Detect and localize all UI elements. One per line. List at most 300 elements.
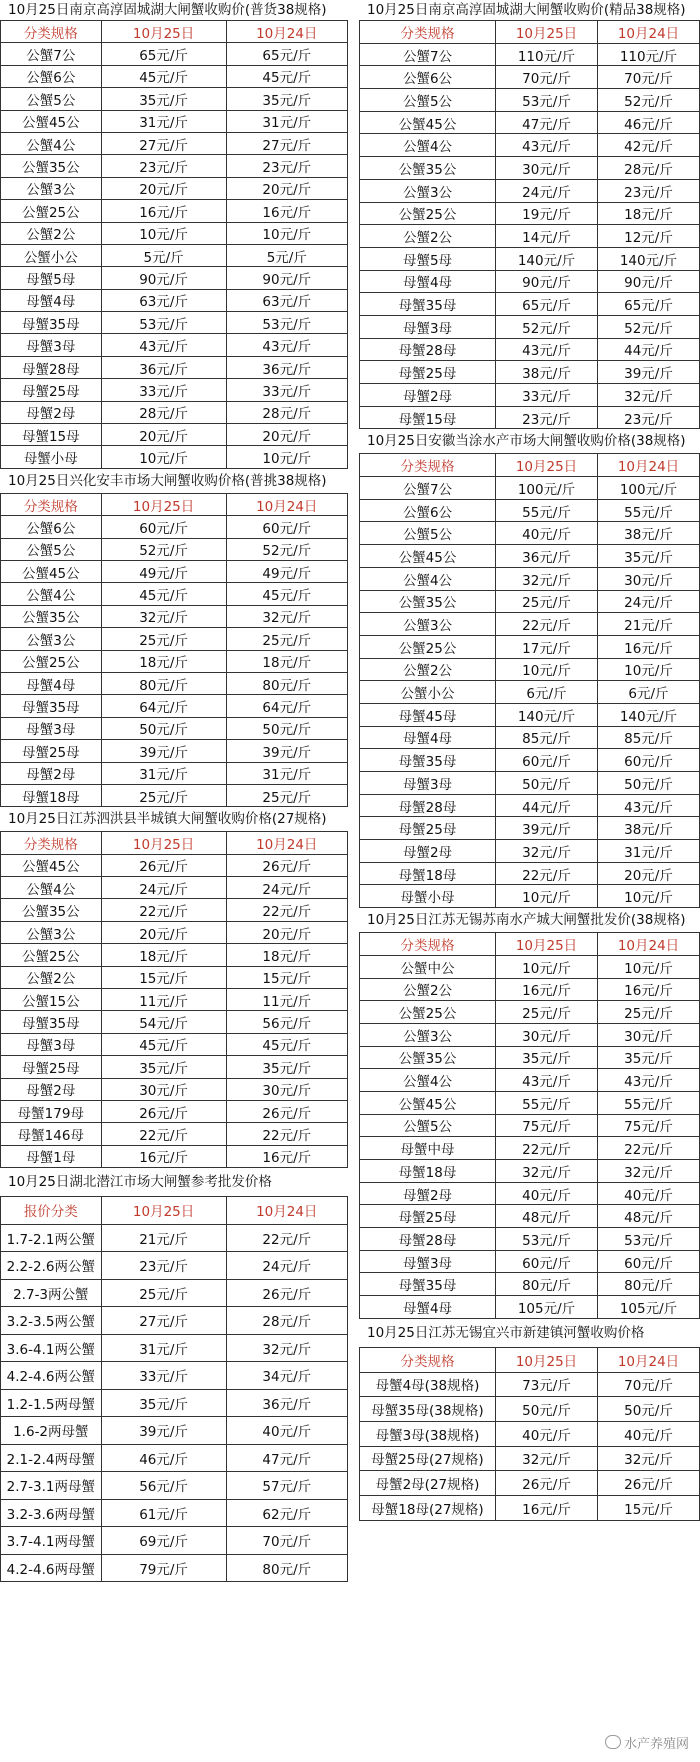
table-row bbox=[1, 516, 348, 538]
price-oct24-cell: 20元/斤 bbox=[598, 862, 700, 885]
price-oct25-cell: 25元/斤 bbox=[101, 1279, 226, 1307]
price-oct25-cell: 23元/斤 bbox=[101, 1252, 226, 1280]
price-oct24-cell: 26元/斤 bbox=[226, 1279, 347, 1307]
table-row bbox=[1, 43, 348, 65]
table-row bbox=[1, 424, 348, 446]
spec-cell: 母蟹2母 bbox=[1, 1078, 102, 1100]
table-row bbox=[1, 966, 348, 988]
price-oct25-cell: 100元/斤 bbox=[496, 477, 598, 500]
price-oct24-cell: 45元/斤 bbox=[226, 65, 347, 87]
spec-cell: 母蟹3母 bbox=[360, 315, 496, 338]
spec-cell: 母蟹小母 bbox=[360, 885, 496, 908]
price-block bbox=[359, 908, 700, 1319]
price-block bbox=[0, 807, 348, 1168]
table-row bbox=[360, 202, 700, 225]
price-oct24-cell: 26元/斤 bbox=[226, 1100, 347, 1122]
price-oct25-cell: 45元/斤 bbox=[101, 1033, 226, 1055]
price-oct24-cell: 36元/斤 bbox=[226, 356, 347, 378]
column-header: 10月25日 bbox=[496, 933, 598, 956]
header-row bbox=[1, 832, 348, 854]
spec-cell: 母蟹35母 bbox=[1, 1011, 102, 1033]
price-oct24-cell: 15元/斤 bbox=[598, 1495, 700, 1520]
price-oct24-cell: 45元/斤 bbox=[226, 583, 347, 605]
table-row bbox=[1, 446, 348, 468]
table-row bbox=[360, 1160, 700, 1183]
price-oct24-cell: 35元/斤 bbox=[598, 545, 700, 568]
price-oct24-cell: 38元/斤 bbox=[598, 817, 700, 840]
price-oct25-cell: 22元/斤 bbox=[496, 1137, 598, 1160]
spec-cell: 公蟹45公 bbox=[360, 1091, 496, 1114]
table-row bbox=[360, 406, 700, 429]
price-oct25-cell: 35元/斤 bbox=[496, 1046, 598, 1069]
spec-cell: 母蟹4母 bbox=[1, 672, 102, 694]
header-row bbox=[1, 493, 348, 515]
price-oct24-cell: 28元/斤 bbox=[226, 401, 347, 423]
spec-cell: 公蟹4公 bbox=[360, 134, 496, 157]
price-oct24-cell: 32元/斤 bbox=[598, 1446, 700, 1471]
price-oct24-cell: 31元/斤 bbox=[226, 762, 347, 784]
spec-cell: 公蟹3公 bbox=[360, 613, 496, 636]
table-row bbox=[360, 293, 700, 316]
spec-cell: 3.6-4.1两公蟹 bbox=[1, 1334, 102, 1362]
header-row bbox=[360, 21, 700, 44]
spec-cell: 母蟹25母 bbox=[1, 1056, 102, 1078]
price-oct25-cell: 50元/斤 bbox=[496, 772, 598, 795]
table-row bbox=[360, 361, 700, 384]
table-row bbox=[1, 132, 348, 154]
table-row bbox=[360, 1296, 700, 1319]
price-oct25-cell: 30元/斤 bbox=[496, 1023, 598, 1046]
table-row bbox=[360, 726, 700, 749]
price-oct25-cell: 30元/斤 bbox=[101, 1078, 226, 1100]
price-oct24-cell: 70元/斤 bbox=[598, 1372, 700, 1397]
price-oct25-cell: 69元/斤 bbox=[101, 1527, 226, 1555]
column-header: 10月25日 bbox=[101, 21, 226, 43]
price-oct24-cell: 11元/斤 bbox=[226, 989, 347, 1011]
price-oct25-cell: 63元/斤 bbox=[101, 289, 226, 311]
spec-cell: 3.2-3.6两母蟹 bbox=[1, 1499, 102, 1527]
table-row bbox=[1, 899, 348, 921]
table-row bbox=[360, 1182, 700, 1205]
table-row bbox=[1, 1307, 348, 1335]
price-oct24-cell: 52元/斤 bbox=[598, 89, 700, 112]
price-oct24-cell: 21元/斤 bbox=[598, 613, 700, 636]
price-oct25-cell: 31元/斤 bbox=[101, 1334, 226, 1362]
price-oct25-cell: 22元/斤 bbox=[496, 862, 598, 885]
spec-cell: 母蟹35母 bbox=[360, 1273, 496, 1296]
price-oct25-cell: 38元/斤 bbox=[496, 361, 598, 384]
price-oct25-cell: 16元/斤 bbox=[101, 200, 226, 222]
price-oct24-cell: 56元/斤 bbox=[226, 1011, 347, 1033]
price-oct25-cell: 50元/斤 bbox=[496, 1397, 598, 1422]
table-row bbox=[360, 840, 700, 863]
price-oct24-cell: 40元/斤 bbox=[598, 1182, 700, 1205]
price-oct24-cell: 30元/斤 bbox=[598, 567, 700, 590]
table-row bbox=[360, 749, 700, 772]
price-oct24-cell: 16元/斤 bbox=[598, 635, 700, 658]
table-row bbox=[360, 613, 700, 636]
price-oct25-cell: 21元/斤 bbox=[101, 1224, 226, 1252]
price-oct25-cell: 10元/斤 bbox=[496, 658, 598, 681]
price-oct24-cell: 40元/斤 bbox=[226, 1417, 347, 1445]
table-row bbox=[360, 1273, 700, 1296]
column-header: 10月24日 bbox=[226, 493, 347, 515]
spec-cell: 公蟹5公 bbox=[360, 1114, 496, 1137]
spec-cell: 母蟹146母 bbox=[1, 1123, 102, 1145]
price-oct24-cell: 32元/斤 bbox=[226, 1334, 347, 1362]
spec-cell: 母蟹35母 bbox=[360, 749, 496, 772]
table-row bbox=[360, 1228, 700, 1251]
table-row bbox=[360, 1421, 700, 1446]
price-oct24-cell: 24元/斤 bbox=[226, 1252, 347, 1280]
spec-cell: 母蟹35母 bbox=[360, 293, 496, 316]
table-row bbox=[360, 499, 700, 522]
table-row bbox=[1, 583, 348, 605]
price-oct25-cell: 105元/斤 bbox=[496, 1296, 598, 1319]
price-oct24-cell: 110元/斤 bbox=[598, 43, 700, 66]
table-row bbox=[360, 43, 700, 66]
table-row bbox=[360, 885, 700, 908]
price-oct25-cell: 64元/斤 bbox=[101, 695, 226, 717]
price-oct24-cell: 18元/斤 bbox=[226, 944, 347, 966]
spec-cell: 母蟹5母 bbox=[360, 247, 496, 270]
column-header: 分类规格 bbox=[1, 493, 102, 515]
table-row bbox=[1, 538, 348, 560]
table-row bbox=[1, 740, 348, 762]
price-oct24-cell: 70元/斤 bbox=[226, 1527, 347, 1555]
price-oct25-cell: 65元/斤 bbox=[496, 293, 598, 316]
spec-cell: 公蟹2公 bbox=[360, 978, 496, 1001]
spec-cell: 公蟹25公 bbox=[1, 650, 102, 672]
price-table bbox=[359, 932, 700, 1319]
table-row bbox=[1, 628, 348, 650]
table-row bbox=[360, 134, 700, 157]
spec-cell: 母蟹4母 bbox=[360, 726, 496, 749]
table-row bbox=[1, 944, 348, 966]
price-oct25-cell: 90元/斤 bbox=[496, 270, 598, 293]
price-oct25-cell: 32元/斤 bbox=[496, 1160, 598, 1183]
column-header: 10月25日 bbox=[496, 454, 598, 477]
price-oct25-cell: 11元/斤 bbox=[101, 989, 226, 1011]
price-block bbox=[359, 0, 700, 429]
table-row bbox=[360, 225, 700, 248]
spec-cell: 母蟹28母 bbox=[360, 338, 496, 361]
spec-cell: 公蟹45公 bbox=[1, 110, 102, 132]
spec-cell: 母蟹3母 bbox=[1, 334, 102, 356]
price-oct24-cell: 23元/斤 bbox=[598, 406, 700, 429]
spec-cell: 2.1-2.4两母蟹 bbox=[1, 1444, 102, 1472]
price-oct25-cell: 60元/斤 bbox=[496, 749, 598, 772]
price-oct24-cell: 32元/斤 bbox=[226, 605, 347, 627]
price-block bbox=[359, 429, 700, 908]
price-oct24-cell: 34元/斤 bbox=[226, 1362, 347, 1390]
price-oct24-cell: 31元/斤 bbox=[226, 110, 347, 132]
price-oct25-cell: 20元/斤 bbox=[101, 921, 226, 943]
column-header: 报价分类 bbox=[1, 1197, 102, 1225]
price-oct24-cell: 16元/斤 bbox=[226, 1145, 347, 1167]
price-oct25-cell: 20元/斤 bbox=[101, 424, 226, 446]
spec-cell: 公蟹7公 bbox=[1, 43, 102, 65]
spec-cell: 公蟹4公 bbox=[1, 877, 102, 899]
price-oct25-cell: 80元/斤 bbox=[496, 1273, 598, 1296]
block-title: 10月25日南京高淳固城湖大闸蟹收购价(普货38规格) bbox=[8, 2, 327, 18]
table-row bbox=[360, 1495, 700, 1520]
table-row bbox=[360, 545, 700, 568]
price-oct24-cell: 50元/斤 bbox=[598, 772, 700, 795]
price-oct24-cell: 65元/斤 bbox=[598, 293, 700, 316]
table-row bbox=[1, 1389, 348, 1417]
table-row bbox=[1, 1472, 348, 1500]
table-row bbox=[360, 794, 700, 817]
table-row bbox=[1, 289, 348, 311]
block-title: 10月25日江苏无锡宜兴市新建镇河蟹收购价格 bbox=[367, 1324, 645, 1341]
table-row bbox=[360, 384, 700, 407]
table-row bbox=[1, 1078, 348, 1100]
price-oct25-cell: 56元/斤 bbox=[101, 1472, 226, 1500]
price-oct24-cell: 49元/斤 bbox=[226, 560, 347, 582]
price-oct24-cell: 60元/斤 bbox=[598, 749, 700, 772]
price-oct24-cell: 55元/斤 bbox=[598, 499, 700, 522]
table-row bbox=[360, 270, 700, 293]
block-title: 10月25日兴化安丰市场大闸蟹收购价格(普挑38规格) bbox=[8, 472, 327, 489]
price-block bbox=[0, 0, 348, 469]
price-oct25-cell: 27元/斤 bbox=[101, 132, 226, 154]
price-oct25-cell: 27元/斤 bbox=[101, 1307, 226, 1335]
table-row bbox=[360, 1446, 700, 1471]
table-row bbox=[360, 1114, 700, 1137]
table-row bbox=[360, 567, 700, 590]
price-oct25-cell: 33元/斤 bbox=[496, 384, 598, 407]
price-oct24-cell: 25元/斤 bbox=[226, 628, 347, 650]
price-oct24-cell: 25元/斤 bbox=[226, 784, 347, 806]
spec-cell: 公蟹5公 bbox=[1, 538, 102, 560]
spec-cell: 母蟹2母 bbox=[360, 384, 496, 407]
price-oct24-cell: 22元/斤 bbox=[226, 1224, 347, 1252]
column-header: 10月24日 bbox=[226, 1197, 347, 1225]
spec-cell: 母蟹3母(38规格) bbox=[360, 1421, 496, 1446]
price-oct24-cell: 55元/斤 bbox=[598, 1091, 700, 1114]
spec-cell: 母蟹25母 bbox=[360, 1205, 496, 1228]
left-column bbox=[0, 0, 348, 1582]
price-oct24-cell: 90元/斤 bbox=[598, 270, 700, 293]
price-oct25-cell: 54元/斤 bbox=[101, 1011, 226, 1033]
table-row bbox=[1, 1527, 348, 1555]
price-oct24-cell: 53元/斤 bbox=[598, 1228, 700, 1251]
price-oct25-cell: 85元/斤 bbox=[496, 726, 598, 749]
spec-cell: 母蟹28母 bbox=[360, 794, 496, 817]
spec-cell: 公蟹3公 bbox=[360, 1023, 496, 1046]
price-oct24-cell: 80元/斤 bbox=[226, 1554, 347, 1582]
price-oct25-cell: 140元/斤 bbox=[496, 247, 598, 270]
column-header: 分类规格 bbox=[360, 1347, 496, 1372]
spec-cell: 母蟹35母 bbox=[1, 312, 102, 334]
price-oct25-cell: 73元/斤 bbox=[496, 1372, 598, 1397]
column-header: 10月25日 bbox=[101, 1197, 226, 1225]
price-oct24-cell: 40元/斤 bbox=[598, 1421, 700, 1446]
price-oct24-cell: 80元/斤 bbox=[226, 672, 347, 694]
price-oct24-cell: 64元/斤 bbox=[226, 695, 347, 717]
price-oct25-cell: 23元/斤 bbox=[496, 406, 598, 429]
price-oct25-cell: 39元/斤 bbox=[496, 817, 598, 840]
spec-cell: 母蟹4母 bbox=[360, 270, 496, 293]
spec-cell: 公蟹小公 bbox=[1, 244, 102, 266]
price-oct24-cell: 46元/斤 bbox=[598, 111, 700, 134]
spec-cell: 公蟹7公 bbox=[360, 477, 496, 500]
spec-cell: 4.2-4.6两母蟹 bbox=[1, 1554, 102, 1582]
price-table bbox=[359, 453, 700, 908]
table-row bbox=[360, 179, 700, 202]
table-row bbox=[1, 695, 348, 717]
price-oct25-cell: 45元/斤 bbox=[101, 65, 226, 87]
price-table bbox=[0, 493, 348, 807]
header-row bbox=[360, 1347, 700, 1372]
table-row bbox=[1, 1252, 348, 1280]
spec-cell: 公蟹25公 bbox=[360, 635, 496, 658]
price-oct24-cell: 5元/斤 bbox=[226, 244, 347, 266]
table-row bbox=[360, 111, 700, 134]
table-row bbox=[360, 247, 700, 270]
spec-cell: 母蟹5母 bbox=[1, 267, 102, 289]
price-oct25-cell: 52元/斤 bbox=[101, 538, 226, 560]
price-oct24-cell: 140元/斤 bbox=[598, 703, 700, 726]
table-row bbox=[1, 560, 348, 582]
table-row bbox=[360, 1091, 700, 1114]
column-header: 10月24日 bbox=[598, 1347, 700, 1372]
price-oct25-cell: 79元/斤 bbox=[101, 1554, 226, 1582]
price-oct24-cell: 32元/斤 bbox=[598, 1160, 700, 1183]
price-oct24-cell: 70元/斤 bbox=[598, 66, 700, 89]
table-row bbox=[360, 1001, 700, 1024]
price-oct25-cell: 60元/斤 bbox=[496, 1250, 598, 1273]
right-column bbox=[359, 0, 700, 1521]
price-oct25-cell: 55元/斤 bbox=[496, 1091, 598, 1114]
price-oct24-cell: 20元/斤 bbox=[226, 177, 347, 199]
spec-cell: 母蟹2母(27规格) bbox=[360, 1471, 496, 1496]
spec-cell: 公蟹15公 bbox=[1, 989, 102, 1011]
spec-cell: 公蟹6公 bbox=[1, 65, 102, 87]
table-row bbox=[360, 1046, 700, 1069]
price-oct25-cell: 25元/斤 bbox=[496, 590, 598, 613]
price-table bbox=[0, 1196, 348, 1582]
table-row bbox=[360, 338, 700, 361]
price-oct25-cell: 50元/斤 bbox=[101, 717, 226, 739]
price-oct24-cell: 16元/斤 bbox=[226, 200, 347, 222]
table-row bbox=[1, 1145, 348, 1167]
table-row bbox=[360, 703, 700, 726]
spec-cell: 公蟹35公 bbox=[360, 1046, 496, 1069]
price-oct25-cell: 10元/斤 bbox=[496, 955, 598, 978]
block-title: 10月25日湖北潜江市场大闸蟹参考批发价格 bbox=[8, 1174, 272, 1191]
spec-cell: 母蟹25母(27规格) bbox=[360, 1446, 496, 1471]
price-oct25-cell: 43元/斤 bbox=[101, 334, 226, 356]
price-oct24-cell: 48元/斤 bbox=[598, 1205, 700, 1228]
price-oct25-cell: 10元/斤 bbox=[101, 222, 226, 244]
spec-cell: 母蟹18母 bbox=[1, 784, 102, 806]
column-header: 10月24日 bbox=[226, 832, 347, 854]
block-title: 10月25日江苏无锡苏南水产城大闸蟹批发价(38规格) bbox=[367, 912, 686, 929]
price-oct25-cell: 30元/斤 bbox=[496, 157, 598, 180]
spec-cell: 公蟹4公 bbox=[360, 567, 496, 590]
table-row bbox=[360, 635, 700, 658]
table-row bbox=[1, 267, 348, 289]
price-oct24-cell: 23元/斤 bbox=[598, 179, 700, 202]
column-header: 10月24日 bbox=[598, 21, 700, 44]
price-oct24-cell: 35元/斤 bbox=[598, 1046, 700, 1069]
price-block bbox=[0, 1168, 348, 1582]
price-oct24-cell: 24元/斤 bbox=[598, 590, 700, 613]
table-row bbox=[360, 1023, 700, 1046]
price-oct24-cell: 85元/斤 bbox=[598, 726, 700, 749]
spec-cell: 公蟹35公 bbox=[1, 605, 102, 627]
table-row bbox=[1, 717, 348, 739]
price-oct25-cell: 65元/斤 bbox=[101, 43, 226, 65]
price-oct25-cell: 140元/斤 bbox=[496, 703, 598, 726]
spec-cell: 母蟹35母(38规格) bbox=[360, 1397, 496, 1422]
price-oct25-cell: 25元/斤 bbox=[496, 1001, 598, 1024]
price-oct25-cell: 49元/斤 bbox=[101, 560, 226, 582]
spec-cell: 2.7-3两公蟹 bbox=[1, 1279, 102, 1307]
spec-cell: 公蟹45公 bbox=[360, 111, 496, 134]
spec-cell: 公蟹3公 bbox=[1, 177, 102, 199]
column-header: 10月25日 bbox=[101, 493, 226, 515]
price-oct24-cell: 10元/斤 bbox=[598, 658, 700, 681]
spec-cell: 母蟹中母 bbox=[360, 1137, 496, 1160]
price-oct25-cell: 75元/斤 bbox=[496, 1114, 598, 1137]
block-title: 10月25日南京高淳固城湖大闸蟹收购价(精品38规格) bbox=[367, 2, 686, 18]
spec-cell: 公蟹35公 bbox=[360, 157, 496, 180]
price-oct24-cell: 25元/斤 bbox=[598, 1001, 700, 1024]
price-oct25-cell: 40元/斤 bbox=[496, 1421, 598, 1446]
price-table bbox=[359, 1347, 700, 1521]
price-oct25-cell: 15元/斤 bbox=[101, 966, 226, 988]
table-row bbox=[1, 605, 348, 627]
spec-cell: 公蟹4公 bbox=[1, 132, 102, 154]
header-row bbox=[360, 454, 700, 477]
price-oct25-cell: 6元/斤 bbox=[496, 681, 598, 704]
price-oct25-cell: 28元/斤 bbox=[101, 401, 226, 423]
price-oct25-cell: 110元/斤 bbox=[496, 43, 598, 66]
spec-cell: 公蟹2公 bbox=[1, 966, 102, 988]
price-oct25-cell: 35元/斤 bbox=[101, 1389, 226, 1417]
price-oct24-cell: 22元/斤 bbox=[598, 1137, 700, 1160]
header-row bbox=[360, 933, 700, 956]
table-row bbox=[1, 1123, 348, 1145]
table-row bbox=[360, 955, 700, 978]
price-oct25-cell: 10元/斤 bbox=[101, 446, 226, 468]
table-row bbox=[360, 772, 700, 795]
price-oct24-cell: 10元/斤 bbox=[598, 955, 700, 978]
price-oct24-cell: 20元/斤 bbox=[226, 424, 347, 446]
spec-cell: 母蟹2母 bbox=[1, 401, 102, 423]
price-oct25-cell: 33元/斤 bbox=[101, 379, 226, 401]
table-row bbox=[1, 1279, 348, 1307]
table-row bbox=[360, 817, 700, 840]
spec-cell: 公蟹中公 bbox=[360, 955, 496, 978]
price-oct25-cell: 47元/斤 bbox=[496, 111, 598, 134]
price-oct24-cell: 35元/斤 bbox=[226, 88, 347, 110]
price-oct25-cell: 14元/斤 bbox=[496, 225, 598, 248]
spec-cell: 公蟹5公 bbox=[360, 89, 496, 112]
spec-cell: 母蟹179母 bbox=[1, 1100, 102, 1122]
table-row bbox=[360, 1250, 700, 1273]
price-oct25-cell: 25元/斤 bbox=[101, 784, 226, 806]
price-oct25-cell: 43元/斤 bbox=[496, 134, 598, 157]
price-oct24-cell: 32元/斤 bbox=[598, 384, 700, 407]
price-oct25-cell: 53元/斤 bbox=[496, 1228, 598, 1251]
table-row bbox=[1, 177, 348, 199]
price-oct25-cell: 33元/斤 bbox=[101, 1362, 226, 1390]
table-row bbox=[360, 1471, 700, 1496]
